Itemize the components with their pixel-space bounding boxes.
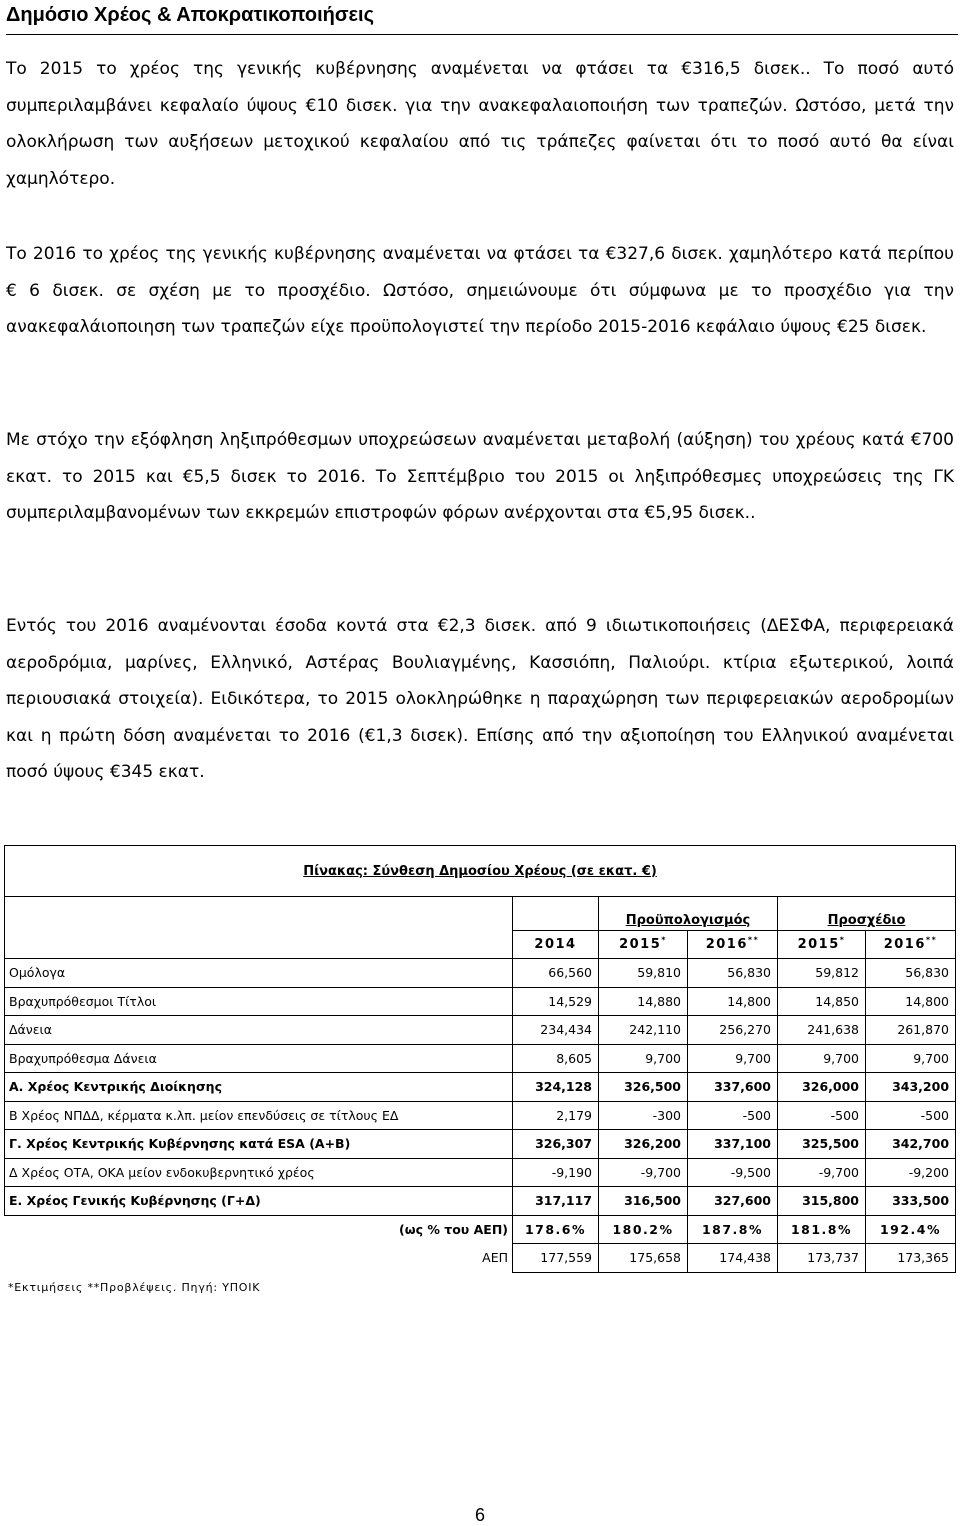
cell: 326,500 (599, 1073, 688, 1102)
cell: 66,560 (513, 959, 599, 988)
cell: 175,658 (599, 1244, 688, 1273)
cell: 9,700 (599, 1044, 688, 1073)
cell: 317,117 (513, 1187, 599, 1216)
cell: -9,200 (866, 1158, 956, 1187)
row-label: Δάνεια (5, 1016, 513, 1045)
table-footnote: *Εκτιμήσεις **Προβλέψεις. Πηγή: ΥΠΟΙΚ (8, 1281, 261, 1294)
cell: 326,307 (513, 1130, 599, 1159)
cell: 180.2% (599, 1215, 688, 1244)
cell: 261,870 (866, 1016, 956, 1045)
cell: 9,700 (688, 1044, 778, 1073)
year-header: 2015* (778, 931, 866, 959)
table-group-header-row (5, 897, 956, 931)
cell: 324,128 (513, 1073, 599, 1102)
table-title: Πίνακας: Σύνθεση Δημοσίου Χρέους (σε εκατ. €) (5, 846, 956, 897)
page-header (6, 2, 956, 30)
cell: 343,200 (866, 1073, 956, 1102)
cell: -9,700 (778, 1158, 866, 1187)
cell: 178.6% (513, 1215, 599, 1244)
row-label: (ως % του ΑΕΠ) (5, 1215, 513, 1244)
cell: 181.8% (778, 1215, 866, 1244)
cell: 242,110 (599, 1016, 688, 1045)
cell: 14,529 (513, 987, 599, 1016)
row-label: Ομόλογα (5, 959, 513, 988)
row-label: Ε. Χρέος Γενικής Κυβέρνησης (Γ+Δ) (5, 1187, 513, 1216)
table-row (5, 1101, 956, 1130)
table-row (5, 987, 956, 1016)
cell: 14,800 (866, 987, 956, 1016)
cell: 2,179 (513, 1101, 599, 1130)
cell: 337,600 (688, 1073, 778, 1102)
cell: 177,559 (513, 1244, 599, 1273)
year-header: 2015* (599, 931, 688, 959)
cell: 333,500 (866, 1187, 956, 1216)
cell: 173,365 (866, 1244, 956, 1273)
cell: -300 (599, 1101, 688, 1130)
table-row-gdp-ratio (5, 1215, 956, 1244)
cell: -9,500 (688, 1158, 778, 1187)
row-label: Βραχυπρόθεσμα Δάνεια (5, 1044, 513, 1073)
cell: 315,800 (778, 1187, 866, 1216)
table-title-row (5, 846, 956, 897)
cell: 327,600 (688, 1187, 778, 1216)
page-number: 6 (474, 1505, 485, 1525)
cell: 56,830 (866, 959, 956, 988)
cell: 337,100 (688, 1130, 778, 1159)
paragraph-debt-2016: Το 2016 το χρέος της γενικής κυβέρνησης αναμένεται να φτάσει τα €327,6 δισεκ. χαμηλότερο κατά περίπου € 6 δισεκ. σε σχέση με το προσχέδιο. Ωστόσο, σημειώνουμε ότι σύμφωνα με το προσχέδιο για την ανακεφαλάιοποιηση των τραπεζών είχε προϋπολογιστεί την περίοδο 2015-2016 κεφάλαιο ύψους €25 δισεκ. (6, 244, 954, 337)
row-label: Δ Χρέος ΟΤΑ, ΟΚΑ μείον ενδοκυβερνητικό χρέος (5, 1158, 513, 1187)
table-row-total (5, 1187, 956, 1216)
cell: 14,880 (599, 987, 688, 1016)
cell: -9,700 (599, 1158, 688, 1187)
paragraph-privatizations: Εντός του 2016 αναμένονται έσοδα κοντά στα €2,3 δισεκ. από 9 ιδιωτικοποιήσεις (ΔΕΣΦΑ, περιφερειακά αεροδρόμια, μαρίνες, Ελληνικό, Αστέρας Βουλιαγμένης, Κασσιόπη, Παλιούρι. κτίρια εξωτερικού, λοιπά περιουσιακά στοιχεία). Ειδικότερα, το 2015 ολοκληρώθηκε η παραχώρηση των περιφερειακών αεροδρομίων και η πρώτη δόση αναμένεται το 2016 (€1,3 δισεκ). Επίσης από την αξιοποίηση του Ελληνικού αναμένεται ποσό ύψους €345 εκατ. (6, 616, 954, 782)
cell: 173,737 (778, 1244, 866, 1273)
paragraph-arrears: Με στόχο την εξόφληση ληξιπρόθεσμων υποχρεώσεων αναμένεται μεταβολή (αύξηση) του χρέους κατά €700 εκατ. το 2015 και €5,5 δισεκ το 2016. Το Σεπτέμβριο του 2015 οι ληξιπρόθεσμες υποχρεώσεις της ΓΚ συμπεριλαμβανομένων των εκκρεμών επιστροφών φόρων ανέρχονται στα €5,95 δισεκ.. (6, 430, 954, 523)
cell: 59,812 (778, 959, 866, 988)
debt-composition-table (4, 845, 956, 1273)
table-row (5, 1016, 956, 1045)
row-label: Β Χρέος ΝΠΔΔ, κέρματα κ.λπ. μείον επενδύσεις σε τίτλους ΕΔ (5, 1101, 513, 1130)
year-header: 2016** (688, 931, 778, 959)
cell: 14,850 (778, 987, 866, 1016)
cell: -500 (688, 1101, 778, 1130)
cell: -500 (778, 1101, 866, 1130)
table-row (5, 959, 956, 988)
cell: -9,190 (513, 1158, 599, 1187)
table-row-subtotal (5, 1130, 956, 1159)
year-header: 2014 (513, 931, 599, 959)
table-row (5, 1044, 956, 1073)
row-label: Α. Χρέος Κεντρικής Διοίκησης (5, 1073, 513, 1102)
cell: 342,700 (866, 1130, 956, 1159)
cell: 316,500 (599, 1187, 688, 1216)
row-label: ΑΕΠ (5, 1244, 513, 1273)
table-row-gdp (5, 1244, 956, 1273)
cell: 326,000 (778, 1073, 866, 1102)
cell: -500 (866, 1101, 956, 1130)
header-draft: Προσχέδιο (778, 897, 956, 931)
row-label: Βραχυπρόθεσμοι Τίτλοι (5, 987, 513, 1016)
debt-composition-table-wrapper (4, 845, 955, 1273)
cell: 187.8% (688, 1215, 778, 1244)
table-year-header-row (5, 931, 956, 959)
cell: 325,500 (778, 1130, 866, 1159)
cell: 9,700 (866, 1044, 956, 1073)
cell: 326,200 (599, 1130, 688, 1159)
cell: 241,638 (778, 1016, 866, 1045)
page-title: Δημόσιο Χρέος & Αποκρατικοποιήσεις (6, 4, 374, 26)
cell: 9,700 (778, 1044, 866, 1073)
cell: 14,800 (688, 987, 778, 1016)
header-budget: Προϋπολογισμός (599, 897, 778, 931)
cell: 234,434 (513, 1016, 599, 1045)
cell: 59,810 (599, 959, 688, 988)
cell: 8,605 (513, 1044, 599, 1073)
cell: 56,830 (688, 959, 778, 988)
row-label: Γ. Χρέος Κεντρικής Κυβέρνησης κατά ESA (Α+Β) (5, 1130, 513, 1159)
paragraph-debt-2015: Το 2015 το χρέος της γενικής κυβέρνησης αναμένεται να φτάσει τα €316,5 δισεκ.. Το ποσό αυτό συμπεριλαμβάνει κεφαλαίο ύψους €10 δισεκ. για την ανακεφαλαιοποιήση των τραπεζών. Ωστόσο, μετά την ολοκλήρωση των αυξήσεων μετοχικού κεφαλαίου από τις τράπεζες φαίνεται ότι το ποσό αυτό θα είναι χαμηλότερο. (6, 59, 954, 189)
cell: 174,438 (688, 1244, 778, 1273)
table-row (5, 1158, 956, 1187)
table-row-subtotal (5, 1073, 956, 1102)
cell: 192.4% (866, 1215, 956, 1244)
year-header: 2016** (866, 931, 956, 959)
header-divider (6, 34, 958, 35)
cell: 256,270 (688, 1016, 778, 1045)
